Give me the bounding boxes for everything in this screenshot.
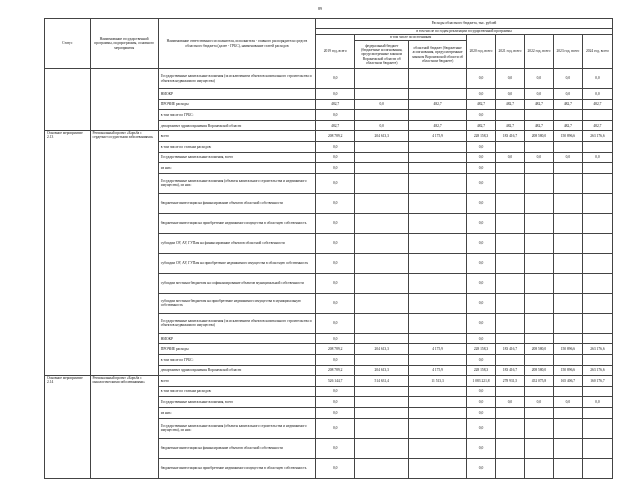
value-cell xyxy=(355,193,409,213)
value-cell xyxy=(409,163,467,174)
value-cell xyxy=(524,313,553,333)
expense-label-cell: Государственные капитальные вложения, всего xyxy=(158,152,315,163)
value-cell: 0,0 xyxy=(467,89,496,100)
expense-label-cell: департамент здравоохранения Воронежской области xyxy=(158,120,315,131)
expense-label-cell: субсидии местным бюджетам на софинансирование объектов муниципальной собственности xyxy=(158,273,315,293)
value-cell xyxy=(355,152,409,163)
table-row xyxy=(45,376,613,387)
value-cell xyxy=(496,293,525,313)
value-cell: 0,0 xyxy=(316,397,355,408)
value-cell xyxy=(553,233,582,253)
value-cell: 482,7 xyxy=(409,120,467,131)
value-cell: 482,7 xyxy=(316,99,355,110)
value-cell: 0,0 xyxy=(467,438,496,458)
value-cell xyxy=(355,213,409,233)
value-cell: 0,0 xyxy=(316,152,355,163)
expense-label-cell: Государственные капитальные вложения (объекты капитального строительства и недвижимого имущества), из них: xyxy=(158,418,315,438)
value-cell: 11 513,3 xyxy=(409,376,467,387)
value-cell: 0,0 xyxy=(316,253,355,273)
value-cell xyxy=(355,141,409,152)
value-cell xyxy=(553,418,582,438)
value-cell: 0,0 xyxy=(582,397,612,408)
value-cell: 0,0 xyxy=(467,273,496,293)
value-cell xyxy=(355,458,409,478)
value-cell: 0,0 xyxy=(316,313,355,333)
table-row xyxy=(45,131,613,142)
value-cell xyxy=(409,397,467,408)
value-cell xyxy=(409,418,467,438)
value-cell: 482,7 xyxy=(524,120,553,131)
value-cell xyxy=(355,386,409,397)
value-cell xyxy=(524,438,553,458)
value-cell xyxy=(496,386,525,397)
expense-label-cell: субсидии местным бюджетам на приобретение недвижимого имущества в муниципальную собственность xyxy=(158,293,315,313)
value-cell xyxy=(409,110,467,121)
value-cell: 150 896,6 xyxy=(553,131,582,142)
year-2022-header: 2022 год, всего xyxy=(524,35,553,69)
value-cell: 208 580,0 xyxy=(524,365,553,376)
value-cell xyxy=(409,253,467,273)
value-cell: 482,7 xyxy=(409,99,467,110)
value-cell: 0,0 xyxy=(355,99,409,110)
value-cell xyxy=(355,233,409,253)
value-cell xyxy=(524,407,553,418)
value-cell xyxy=(409,273,467,293)
value-cell xyxy=(553,273,582,293)
expenses-group-header: Расходы областного бюджета, тыс. рублей xyxy=(316,19,613,29)
value-cell: 0,0 xyxy=(496,397,525,408)
expense-label-cell: Государственные капитальные вложения, всего xyxy=(158,397,315,408)
value-cell xyxy=(355,69,409,89)
value-cell: 0,0 xyxy=(316,233,355,253)
expense-label-cell: из них: xyxy=(158,407,315,418)
value-cell xyxy=(496,141,525,152)
value-cell: 482,7 xyxy=(582,99,612,110)
executor-header: Наименование ответственного исполнителя, исполнителя - главного распорядителя средств областного бюджета (далее - ГРБС), наименование статей расходов xyxy=(158,19,315,69)
value-cell xyxy=(553,333,582,344)
value-cell xyxy=(553,193,582,213)
expense-label-cell: в том числе по статьям расходов: xyxy=(158,386,315,397)
value-cell: 278 931,5 xyxy=(496,376,525,387)
value-cell: 228 158,3 xyxy=(467,365,496,376)
value-cell: 0,0 xyxy=(316,89,355,100)
expense-label-cell: ПРОЧИЕ расходы xyxy=(158,344,315,355)
value-cell: 263 176,6 xyxy=(582,344,612,355)
value-cell xyxy=(524,193,553,213)
value-cell: 0,0 xyxy=(467,386,496,397)
status-header: Статус xyxy=(45,19,91,69)
table-row xyxy=(45,69,613,89)
value-cell xyxy=(553,253,582,273)
value-cell: 0,0 xyxy=(467,152,496,163)
expense-label-cell: ПРОЧИЕ расходы xyxy=(158,99,315,110)
value-cell xyxy=(553,313,582,333)
federal-budget-header: федеральный бюджет (бюджетные ассигнования, предусмотренные законом Воронежской области об областном бюджете) xyxy=(355,41,409,69)
value-cell: 0,0 xyxy=(467,313,496,333)
program-cell xyxy=(90,69,158,131)
expense-label-cell: бюджетные инвестиции на приобретение недвижимого имущества в областную собственность xyxy=(158,213,315,233)
expense-label-cell: субсидии ОУ, АУ, ГУПам на приобретение недвижимого имущества в областную собственность xyxy=(158,253,315,273)
value-cell: 0,0 xyxy=(467,163,496,174)
expense-label-cell: в том числе по ГРБС: xyxy=(158,110,315,121)
value-cell xyxy=(524,273,553,293)
value-cell xyxy=(582,333,612,344)
value-cell: 0,0 xyxy=(496,152,525,163)
value-cell xyxy=(409,152,467,163)
value-cell: 0,0 xyxy=(553,152,582,163)
expense-label-cell: департамент здравоохранения Воронежской области xyxy=(158,365,315,376)
value-cell xyxy=(496,233,525,253)
value-cell xyxy=(553,173,582,193)
value-cell xyxy=(553,213,582,233)
value-cell: 0,0 xyxy=(467,233,496,253)
value-cell xyxy=(553,141,582,152)
value-cell: 0,0 xyxy=(467,253,496,273)
value-cell xyxy=(409,233,467,253)
value-cell: 160 176,7 xyxy=(582,376,612,387)
value-cell: 482,7 xyxy=(582,120,612,131)
value-cell xyxy=(496,418,525,438)
value-cell: 482,7 xyxy=(524,99,553,110)
value-cell xyxy=(409,407,467,418)
value-cell: 482,7 xyxy=(467,120,496,131)
value-cell xyxy=(524,354,553,365)
value-cell: 0,0 xyxy=(467,333,496,344)
status-cell xyxy=(45,69,91,131)
value-cell xyxy=(582,253,612,273)
value-cell xyxy=(409,193,467,213)
value-cell xyxy=(409,333,467,344)
value-cell xyxy=(524,333,553,344)
value-cell xyxy=(496,313,525,333)
value-cell: 0,0 xyxy=(582,152,612,163)
value-cell: 0,0 xyxy=(316,69,355,89)
value-cell: 0,0 xyxy=(316,333,355,344)
value-cell xyxy=(409,354,467,365)
value-cell xyxy=(524,253,553,273)
value-cell xyxy=(582,213,612,233)
value-cell: 204 613,3 xyxy=(355,365,409,376)
expense-label-cell: из них: xyxy=(158,163,315,174)
value-cell xyxy=(524,386,553,397)
value-cell xyxy=(355,354,409,365)
value-cell xyxy=(582,110,612,121)
value-cell xyxy=(496,354,525,365)
value-cell: 0,0 xyxy=(316,141,355,152)
value-cell xyxy=(496,193,525,213)
year-2020-header: 2020 год, всего xyxy=(467,35,496,69)
value-cell xyxy=(582,233,612,253)
value-cell xyxy=(524,418,553,438)
value-cell xyxy=(409,313,467,333)
value-cell: 482,7 xyxy=(467,99,496,110)
value-cell xyxy=(524,458,553,478)
value-cell: 0,0 xyxy=(524,152,553,163)
value-cell: 0,0 xyxy=(316,354,355,365)
value-cell xyxy=(355,333,409,344)
value-cell: 0,0 xyxy=(467,69,496,89)
value-cell: 0,0 xyxy=(467,458,496,478)
budget-table xyxy=(44,18,613,479)
table-body xyxy=(45,69,613,479)
value-cell: 0,0 xyxy=(582,69,612,89)
value-cell: 0,0 xyxy=(467,354,496,365)
value-cell xyxy=(524,233,553,253)
value-cell xyxy=(355,173,409,193)
value-cell xyxy=(355,163,409,174)
value-cell: 0,0 xyxy=(467,293,496,313)
value-cell: 482,7 xyxy=(496,99,525,110)
value-cell xyxy=(496,333,525,344)
value-cell xyxy=(553,354,582,365)
value-cell: 208 580,0 xyxy=(524,131,553,142)
expense-label-cell: бюджетные инвестиции на финансирование объектов областной собственности xyxy=(158,193,315,213)
value-cell xyxy=(582,193,612,213)
value-cell xyxy=(553,163,582,174)
value-cell xyxy=(553,293,582,313)
value-cell: 0,0 xyxy=(467,213,496,233)
value-cell: 228 158,3 xyxy=(467,131,496,142)
year-2021-header: 2021 год, всего xyxy=(496,35,525,69)
value-cell: 0,0 xyxy=(553,397,582,408)
page-number: 89 xyxy=(318,6,322,11)
expense-label-cell: Государственные капитальные вложения (за исключением объектов капитального строительства и объектов недвижимого имущества) xyxy=(158,69,315,89)
program-header: Наименование государственной программы, подпрограммы, основного мероприятия xyxy=(90,19,158,69)
value-cell: 0,0 xyxy=(553,69,582,89)
expense-label-cell: Государственные капитальные вложения (объекты капитального строительства и недвижимого имущества), из них: xyxy=(158,173,315,193)
value-cell: 0,0 xyxy=(467,110,496,121)
value-cell: 0,0 xyxy=(524,89,553,100)
value-cell xyxy=(496,407,525,418)
value-cell xyxy=(582,386,612,397)
expense-label-cell: в том числе по ГРБС: xyxy=(158,354,315,365)
value-cell: 0,0 xyxy=(316,458,355,478)
value-cell: 204 613,3 xyxy=(355,131,409,142)
value-cell xyxy=(582,173,612,193)
value-cell xyxy=(409,213,467,233)
value-cell xyxy=(355,397,409,408)
value-cell xyxy=(582,141,612,152)
sources-header: в том числе по источникам xyxy=(355,35,467,41)
value-cell xyxy=(496,163,525,174)
expense-label-cell: в том числе по статьям расходов: xyxy=(158,141,315,152)
value-cell: 4 175,9 xyxy=(409,344,467,355)
value-cell xyxy=(355,407,409,418)
regional-budget-header: областной бюджет (бюджетные ассигнования, предусмотренные законом Воронежской области об областном бюджете) xyxy=(409,41,467,69)
value-cell xyxy=(355,293,409,313)
value-cell xyxy=(496,110,525,121)
year-2023-header: 2023 год, всего xyxy=(553,35,582,69)
value-cell: 0,0 xyxy=(316,193,355,213)
value-cell xyxy=(496,213,525,233)
expense-label-cell: НИОКР xyxy=(158,333,315,344)
value-cell: 183 416,7 xyxy=(496,365,525,376)
program-cell: Региональный проект «Борьба с онкологическими заболеваниями» xyxy=(90,376,158,478)
value-cell: 0,0 xyxy=(316,163,355,174)
value-cell: 183 416,7 xyxy=(496,131,525,142)
value-cell xyxy=(553,458,582,478)
expense-label-cell: субсидии ОУ, АУ, ГУПам на финансирование объектов областной собственности xyxy=(158,233,315,253)
value-cell: 165 406,7 xyxy=(553,376,582,387)
value-cell xyxy=(582,418,612,438)
value-cell xyxy=(582,438,612,458)
value-cell: 514 631,4 xyxy=(355,376,409,387)
value-cell xyxy=(355,273,409,293)
value-cell: 0,0 xyxy=(524,397,553,408)
value-cell xyxy=(582,293,612,313)
value-cell: 204 613,3 xyxy=(355,344,409,355)
value-cell xyxy=(524,110,553,121)
status-cell: Основное мероприятие 2.14 xyxy=(45,376,91,478)
value-cell xyxy=(496,458,525,478)
value-cell: 208 789,2 xyxy=(316,344,355,355)
value-cell xyxy=(355,313,409,333)
expense-label-cell: всего xyxy=(158,376,315,387)
value-cell: 263 176,6 xyxy=(582,365,612,376)
value-cell xyxy=(355,418,409,438)
value-cell xyxy=(409,141,467,152)
value-cell: 526 144,7 xyxy=(316,376,355,387)
expense-label-cell: бюджетные инвестиции на приобретение недвижимого имущества в областную собственность xyxy=(158,458,315,478)
value-cell: 0,0 xyxy=(467,397,496,408)
value-cell xyxy=(582,458,612,478)
value-cell xyxy=(409,293,467,313)
year-2019-header: 2019 год, всего xyxy=(316,35,355,69)
value-cell: 0,0 xyxy=(467,141,496,152)
value-cell: 0,0 xyxy=(496,69,525,89)
value-cell xyxy=(409,69,467,89)
year-2024-header: 2024 год, всего xyxy=(582,35,612,69)
value-cell: 0,0 xyxy=(355,120,409,131)
value-cell: 0,0 xyxy=(553,89,582,100)
value-cell xyxy=(582,407,612,418)
value-cell xyxy=(582,354,612,365)
value-cell: 0,0 xyxy=(467,193,496,213)
value-cell: 482,7 xyxy=(553,120,582,131)
value-cell xyxy=(409,438,467,458)
value-cell: 0,0 xyxy=(496,89,525,100)
value-cell xyxy=(355,89,409,100)
value-cell xyxy=(496,438,525,458)
by-years-header: в том числе по годам реализации государственной программы xyxy=(316,29,613,35)
value-cell xyxy=(409,173,467,193)
expense-label-cell: НИОКР xyxy=(158,89,315,100)
value-cell: 208 789,2 xyxy=(316,131,355,142)
value-cell: 0,0 xyxy=(316,407,355,418)
value-cell: 0,0 xyxy=(316,173,355,193)
value-cell xyxy=(524,173,553,193)
value-cell: 208 789,2 xyxy=(316,365,355,376)
value-cell: 482,7 xyxy=(496,120,525,131)
value-cell: 0,0 xyxy=(316,110,355,121)
value-cell xyxy=(409,386,467,397)
expense-label-cell: всего xyxy=(158,131,315,142)
status-cell: Основное мероприятие 2.13 xyxy=(45,131,91,376)
value-cell: 0,0 xyxy=(316,213,355,233)
expense-label-cell: бюджетные инвестиции на финансирование объектов областной собственности xyxy=(158,438,315,458)
value-cell: 150 896,6 xyxy=(553,344,582,355)
value-cell xyxy=(553,438,582,458)
value-cell xyxy=(582,313,612,333)
value-cell xyxy=(553,110,582,121)
value-cell: 150 896,6 xyxy=(553,365,582,376)
value-cell xyxy=(524,141,553,152)
value-cell: 0,0 xyxy=(524,69,553,89)
value-cell xyxy=(553,386,582,397)
value-cell: 0,0 xyxy=(467,407,496,418)
value-cell xyxy=(496,173,525,193)
value-cell xyxy=(355,438,409,458)
value-cell: 228 158,3 xyxy=(467,344,496,355)
value-cell: 0,0 xyxy=(316,273,355,293)
value-cell: 183 416,7 xyxy=(496,344,525,355)
value-cell: 482,7 xyxy=(553,99,582,110)
value-cell xyxy=(355,110,409,121)
value-cell xyxy=(524,213,553,233)
value-cell: 0,0 xyxy=(316,386,355,397)
value-cell: 4 175,9 xyxy=(409,131,467,142)
value-cell: 0,0 xyxy=(316,418,355,438)
value-cell: 482,7 xyxy=(316,120,355,131)
value-cell xyxy=(524,163,553,174)
value-cell xyxy=(524,293,553,313)
value-cell: 4 175,9 xyxy=(409,365,467,376)
value-cell: 0,0 xyxy=(316,438,355,458)
value-cell: 263 176,6 xyxy=(582,131,612,142)
value-cell xyxy=(355,253,409,273)
value-cell: 0,0 xyxy=(467,418,496,438)
value-cell: 1 083 221,8 xyxy=(467,376,496,387)
value-cell: 0,0 xyxy=(316,293,355,313)
value-cell xyxy=(409,89,467,100)
expense-label-cell: Государственные капитальные вложения (за исключением объектов капитального строительства и объектов недвижимого имущества) xyxy=(158,313,315,333)
value-cell xyxy=(496,253,525,273)
value-cell xyxy=(409,458,467,478)
program-cell: Региональный проект «Борьба с сердечно-сосудистыми заболеваниями» xyxy=(90,131,158,376)
value-cell xyxy=(582,163,612,174)
value-cell: 0,0 xyxy=(467,173,496,193)
value-cell xyxy=(582,273,612,293)
value-cell: 452 075,8 xyxy=(524,376,553,387)
value-cell: 0,0 xyxy=(582,89,612,100)
value-cell xyxy=(553,407,582,418)
value-cell xyxy=(496,273,525,293)
value-cell: 208 580,0 xyxy=(524,344,553,355)
